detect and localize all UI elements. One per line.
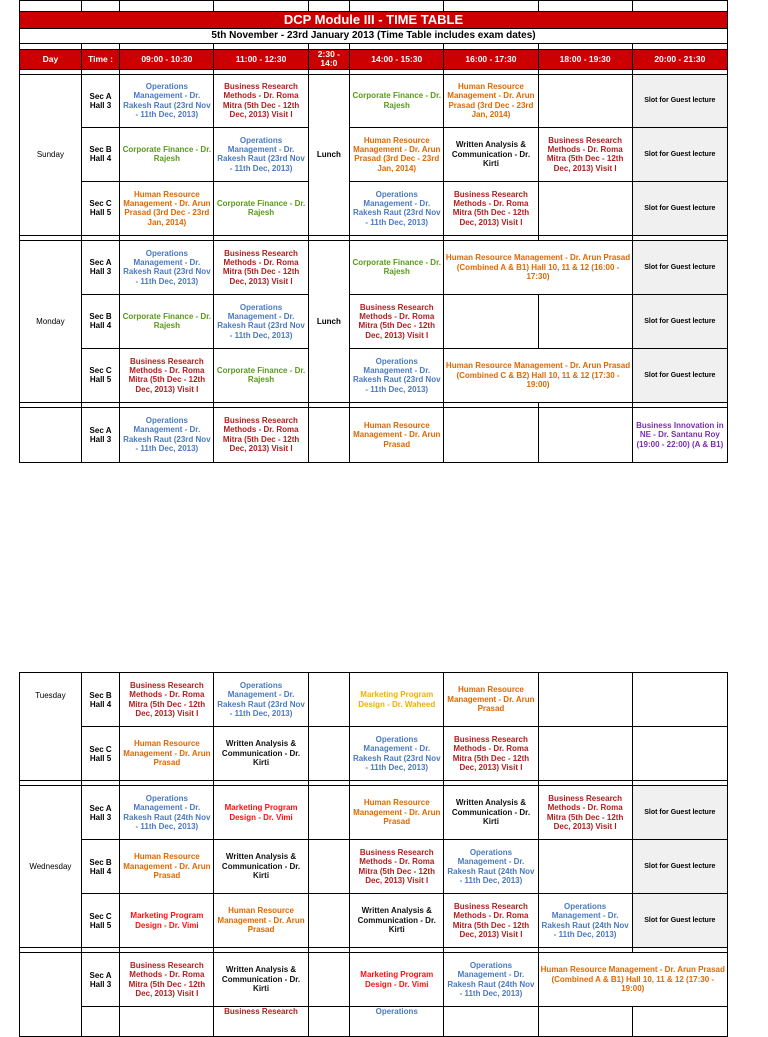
section-label: Sec A Hall 3	[81, 74, 119, 127]
course-cell: Operations Management - Dr. Rakesh Raut (23rd Nov - 11th Dec, 2013)	[120, 407, 214, 462]
course-cell: Operations Management - Dr. Rakesh Raut (24th Nov - 11th Dec, 2013)	[538, 894, 632, 948]
course-cell: Marketing Program Design - Dr. Vimi	[120, 894, 214, 948]
table-row	[20, 786, 728, 840]
table-row	[20, 181, 728, 235]
course-cell: Marketing Program Design - Dr. Vimi	[214, 786, 308, 840]
course-cell: Written Analysis & Communication - Dr. Kirti	[350, 894, 444, 948]
table-row	[20, 840, 728, 894]
empty-cell	[308, 840, 350, 894]
guest-lecture-cell: Slot for Guest lecture	[632, 840, 727, 894]
day-label	[20, 407, 82, 462]
lunch-cell: Lunch	[308, 240, 350, 402]
course-cell: Operations Management - Dr. Rakesh Raut (23rd Nov - 11th Dec, 2013)	[350, 181, 444, 235]
day-label: Monday	[20, 240, 82, 402]
course-cell: Business Research	[214, 1007, 308, 1037]
day-label: Sunday	[20, 74, 82, 235]
section-label	[81, 1007, 119, 1037]
empty-cell	[538, 294, 632, 348]
course-cell: Written Analysis & Communication - Dr. Kirti	[214, 953, 308, 1007]
section-label: Sec C Hall 5	[81, 181, 119, 235]
empty-cell	[444, 294, 538, 348]
course-cell: Written Analysis & Communication - Dr. Kirti	[444, 127, 538, 181]
header-slot: 11:00 - 12:30	[214, 50, 308, 70]
course-cell: Business Research Methods - Dr. Roma Mitra (5th Dec - 12th Dec, 2013) Visit I	[214, 407, 308, 462]
course-cell: Human Resource Management - Dr. Arun Prasad	[120, 727, 214, 781]
section-label: Sec B Hall 4	[81, 127, 119, 181]
section-label: Sec B Hall 4	[81, 294, 119, 348]
course-cell: Written Analysis & Communication - Dr. Kirti	[444, 786, 538, 840]
page-title: DCP Module III - TIME TABLE	[20, 12, 728, 29]
header-day: Day	[20, 50, 82, 70]
course-cell: Operations Management - Dr. Rakesh Raut (23rd Nov - 11th Dec, 2013)	[214, 294, 308, 348]
course-cell: Business Research Methods - Dr. Roma Mitra (5th Dec - 12th Dec, 2013) Visit I	[214, 240, 308, 294]
page-subtitle: 5th November - 23rd January 2013 (Time Table includes exam dates)	[20, 29, 728, 44]
course-cell: Corporate Finance - Dr. Rajesh	[120, 294, 214, 348]
section-label: Sec B Hall 4	[81, 673, 119, 727]
header-slot: 2:30 - 14:0	[308, 50, 350, 70]
section-label: Sec B Hall 4	[81, 840, 119, 894]
timetable-page-1	[19, 0, 728, 463]
guest-lecture-cell: Slot for Guest lecture	[632, 181, 727, 235]
course-cell: Operations Management - Dr. Rakesh Raut (23rd Nov - 11th Dec, 2013)	[350, 727, 444, 781]
course-cell: Marketing Program Design - Dr. Waheed	[350, 673, 444, 727]
course-cell: Operations Management - Dr. Rakesh Raut (24th Nov - 11th Dec, 2013)	[444, 840, 538, 894]
course-cell: Human Resource Management - Dr. Arun Prasad	[444, 673, 538, 727]
guest-lecture-cell: Slot for Guest lecture	[632, 240, 727, 294]
course-cell: Operations Management - Dr. Rakesh Raut (23rd Nov - 11th Dec, 2013)	[120, 240, 214, 294]
header-time: Time :	[81, 50, 119, 70]
course-cell: Human Resource Management - Dr. Arun Prasad (3rd Dec - 23rd Jan, 2014)	[120, 181, 214, 235]
header-slot: 20:00 - 21:30	[632, 50, 727, 70]
empty-cell	[308, 673, 350, 727]
table-row	[20, 407, 728, 462]
course-cell: Business Research Methods - Dr. Roma Mitra (5th Dec - 12th Dec, 2013) Visit I	[350, 294, 444, 348]
course-cell: Business Research Methods - Dr. Roma Mitra (5th Dec - 12th Dec, 2013) Visit I	[538, 127, 632, 181]
course-cell: Human Resource Management - Dr. Arun Prasad (3rd Dec - 23rd Jan, 2014)	[350, 127, 444, 181]
course-cell: Human Resource Management - Dr. Arun Prasad	[350, 407, 444, 462]
table-row	[20, 240, 728, 294]
header-row	[20, 50, 728, 70]
guest-lecture-cell: Slot for Guest lecture	[632, 74, 727, 127]
course-cell: Operations Management - Dr. Rakesh Raut (24th Nov - 11th Dec, 2013)	[120, 786, 214, 840]
section-label: Sec C Hall 5	[81, 348, 119, 402]
empty-cell	[308, 1007, 350, 1037]
course-cell: Human Resource Management - Dr. Arun Prasad	[214, 894, 308, 948]
empty-cell	[308, 894, 350, 948]
section-label: Sec A Hall 3	[81, 953, 119, 1007]
course-cell: Corporate Finance - Dr. Rajesh	[350, 74, 444, 127]
course-cell: Operations	[350, 1007, 444, 1037]
guest-lecture-cell: Slot for Guest lecture	[632, 127, 727, 181]
course-cell: Business Innovation in NE - Dr. Santanu Roy (19:00 - 22:00) (A & B1)	[632, 407, 727, 462]
header-slot: 14:00 - 15:30	[350, 50, 444, 70]
timetable-page-2	[19, 672, 728, 1037]
empty-cell	[632, 673, 727, 727]
course-cell: Business Research Methods - Dr. Roma Mitra (5th Dec - 12th Dec, 2013) Visit I	[444, 894, 538, 948]
section-label: Sec A Hall 3	[81, 407, 119, 462]
course-cell: Human Resource Management - Dr. Arun Prasad (Combined A & B1) Hall 10, 11 & 12 (16:00 - 17:30)	[444, 240, 632, 294]
empty-cell	[538, 1007, 632, 1037]
table-row	[20, 294, 728, 348]
empty-cell	[538, 181, 632, 235]
course-cell: Human Resource Management - Dr. Arun Prasad (Combined C & B2) Hall 10, 11 & 12 (17:30 - 19:00)	[444, 348, 632, 402]
course-cell: Written Analysis & Communication - Dr. Kirti	[214, 840, 308, 894]
empty-cell	[308, 407, 350, 462]
course-cell: Operations Management - Dr. Rakesh Raut (24th Nov - 11th Dec, 2013)	[444, 953, 538, 1007]
course-cell: Business Research Methods - Dr. Roma Mitra (5th Dec - 12th Dec, 2013) Visit I	[350, 840, 444, 894]
course-cell: Human Resource Management - Dr. Arun Prasad (Combined A & B1) Hall 10, 11 & 12 (17:30 - 19:00)	[538, 953, 727, 1007]
page-2	[0, 672, 768, 1024]
empty-cell	[538, 727, 632, 781]
lunch-cell: Lunch	[308, 74, 350, 235]
empty-cell	[632, 727, 727, 781]
section-label: Sec C Hall 5	[81, 727, 119, 781]
course-cell: Human Resource Management - Dr. Arun Prasad	[120, 840, 214, 894]
header-slot: 16:00 - 17:30	[444, 50, 538, 70]
guest-lecture-cell: Slot for Guest lecture	[632, 294, 727, 348]
table-row	[20, 953, 728, 1007]
course-cell: Business Research Methods - Dr. Roma Mitra (5th Dec - 12th Dec, 2013) Visit I	[214, 74, 308, 127]
empty-cell	[538, 407, 632, 462]
course-cell: Corporate Finance - Dr. Rajesh	[120, 127, 214, 181]
course-cell: Business Research Methods - Dr. Roma Mitra (5th Dec - 12th Dec, 2013) Visit I	[444, 727, 538, 781]
guest-lecture-cell: Slot for Guest lecture	[632, 348, 727, 402]
table-row	[20, 673, 728, 727]
guest-lecture-cell: Slot for Guest lecture	[632, 894, 727, 948]
empty-cell	[538, 840, 632, 894]
empty-cell	[538, 74, 632, 127]
table-row	[20, 74, 728, 127]
day-label: Tuesday	[20, 673, 82, 781]
table-row	[20, 727, 728, 781]
course-cell: Business Research Methods - Dr. Roma Mitra (5th Dec - 12th Dec, 2013) Visit I	[444, 181, 538, 235]
course-cell: Operations Management - Dr. Rakesh Raut (23rd Nov - 11th Dec, 2013)	[214, 673, 308, 727]
empty-cell	[538, 673, 632, 727]
section-label: Sec C Hall 5	[81, 894, 119, 948]
section-label: Sec A Hall 3	[81, 786, 119, 840]
header-slot: 18:00 - 19:30	[538, 50, 632, 70]
course-cell: Business Research Methods - Dr. Roma Mitra (5th Dec - 12th Dec, 2013) Visit I	[120, 673, 214, 727]
course-cell: Marketing Program Design - Dr. Vimi	[350, 953, 444, 1007]
course-cell: Human Resource Management - Dr. Arun Prasad	[350, 786, 444, 840]
course-cell: Human Resource Management - Dr. Arun Prasad (3rd Dec - 23rd Jan, 2014)	[444, 74, 538, 127]
course-cell: Operations Management - Dr. Rakesh Raut (23rd Nov - 11th Dec, 2013)	[350, 348, 444, 402]
guest-lecture-cell: Slot for Guest lecture	[632, 786, 727, 840]
day-label: Wednesday	[20, 786, 82, 948]
empty-cell	[308, 953, 350, 1007]
table-row	[20, 348, 728, 402]
course-cell: Business Research Methods - Dr. Roma Mitra (5th Dec - 12th Dec, 2013) Visit I	[538, 786, 632, 840]
course-cell: Business Research Methods - Dr. Roma Mitra (5th Dec - 12th Dec, 2013) Visit I	[120, 953, 214, 1007]
table-row	[20, 894, 728, 948]
empty-cell	[632, 1007, 727, 1037]
course-cell: Corporate Finance - Dr. Rajesh	[214, 181, 308, 235]
header-slot: 09:00 - 10:30	[120, 50, 214, 70]
course-cell: Operations Management - Dr. Rakesh Raut (23rd Nov - 11th Dec, 2013)	[214, 127, 308, 181]
empty-cell	[308, 727, 350, 781]
table-row	[20, 127, 728, 181]
empty-cell	[444, 407, 538, 462]
course-cell: Operations Management - Dr. Rakesh Raut (23rd Nov - 11th Dec, 2013)	[120, 74, 214, 127]
empty-cell	[308, 786, 350, 840]
empty-cell	[120, 1007, 214, 1037]
course-cell: Business Research Methods - Dr. Roma Mitra (5th Dec - 12th Dec, 2013) Visit I	[120, 348, 214, 402]
course-cell: Corporate Finance - Dr. Rajesh	[214, 348, 308, 402]
section-label: Sec A Hall 3	[81, 240, 119, 294]
table-row	[20, 1007, 728, 1037]
course-cell: Written Analysis & Communication - Dr. Kirti	[214, 727, 308, 781]
course-cell: Corporate Finance - Dr. Rajesh	[350, 240, 444, 294]
empty-cell	[444, 1007, 538, 1037]
